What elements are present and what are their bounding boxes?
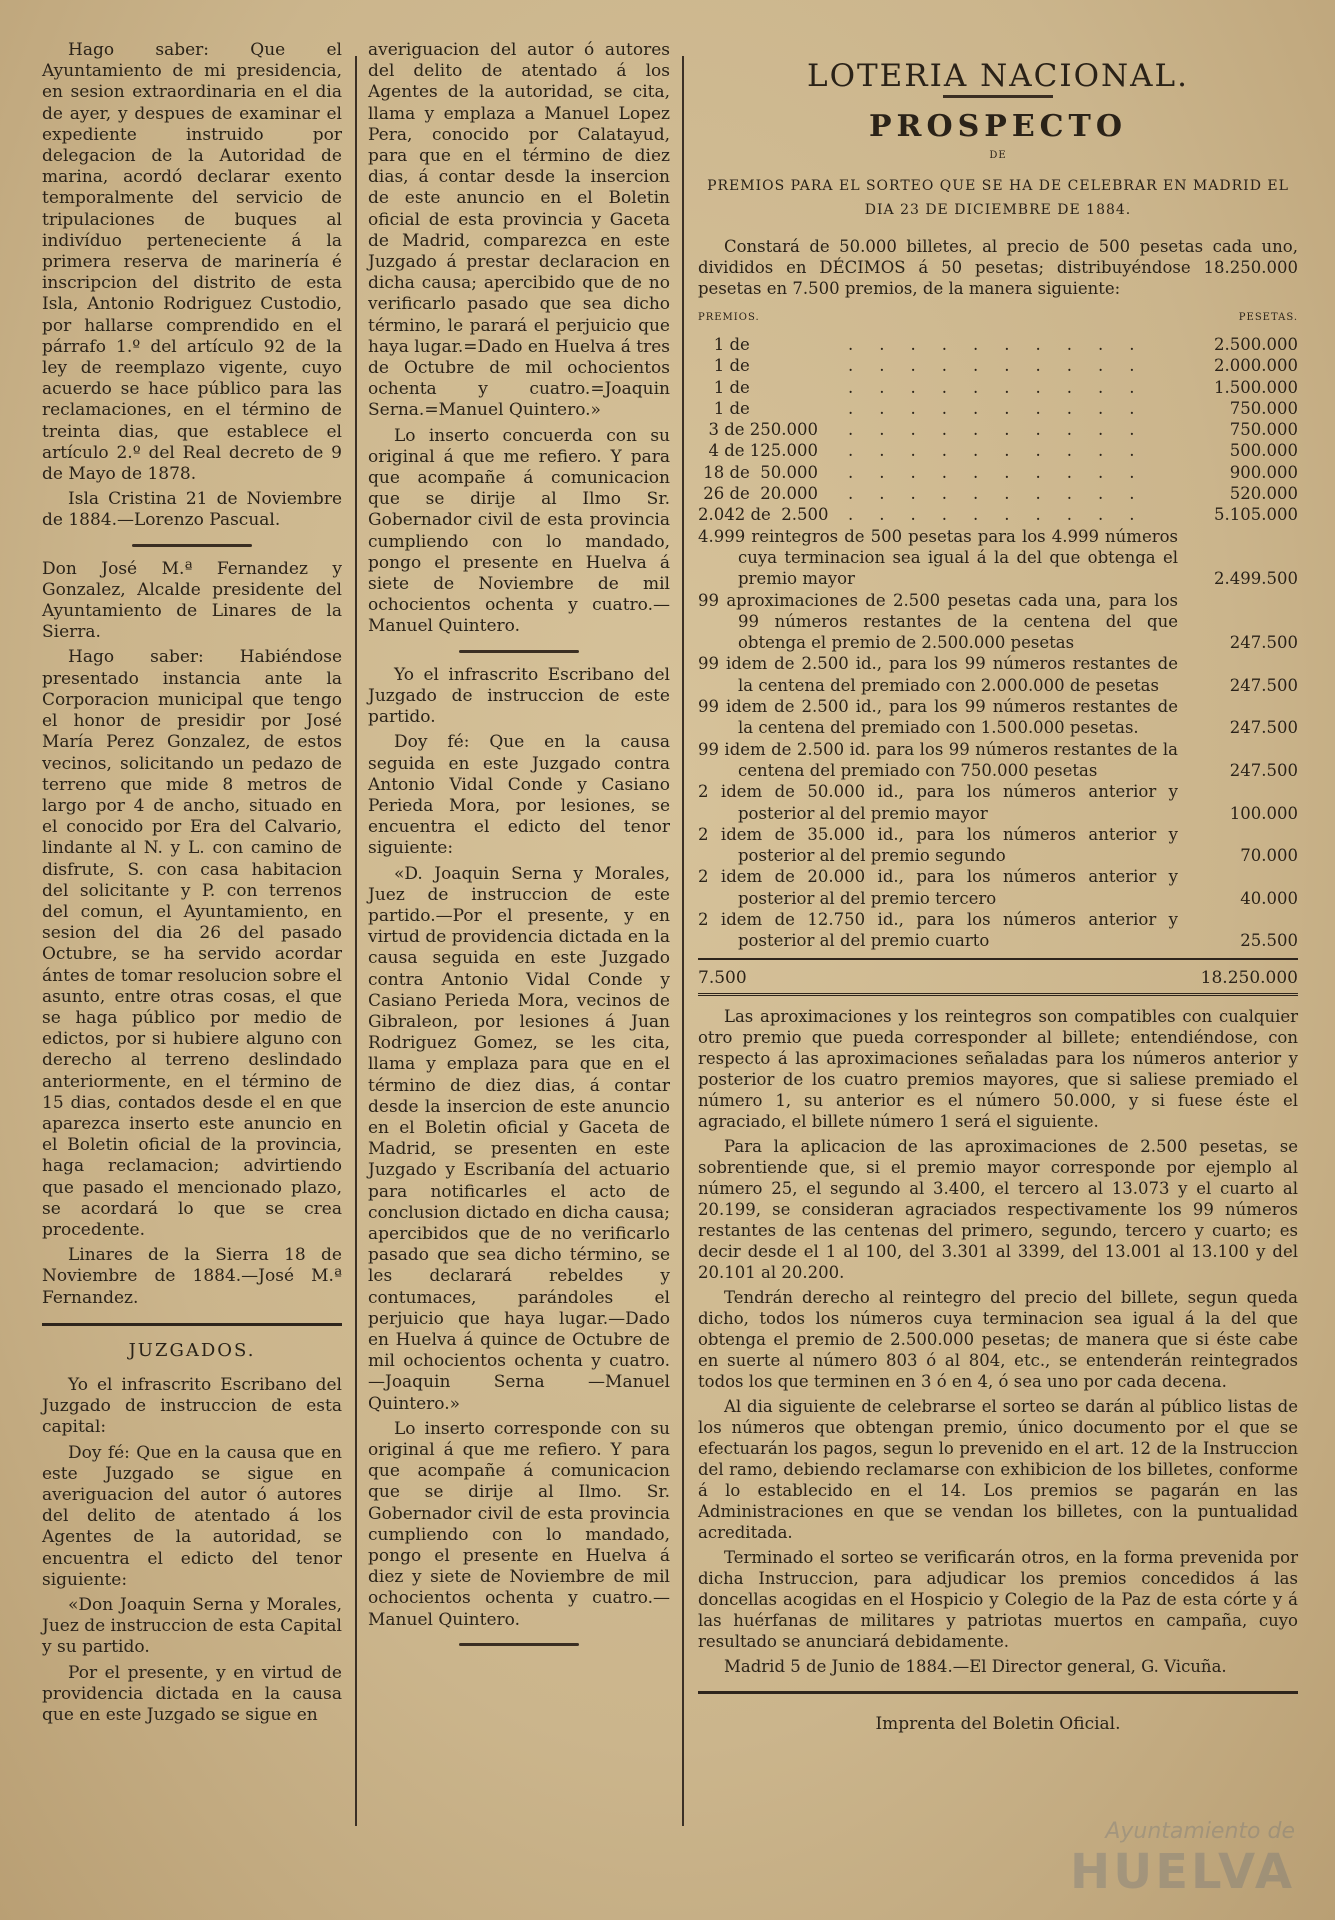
prize-row-detailed [698, 590, 1298, 654]
prize-row-detailed [698, 526, 1298, 590]
prize-table [698, 334, 1298, 526]
prize-label: 1 de [698, 356, 750, 376]
prize-description: 4.999 reintegros de 500 pesetas para los 4.999 números cuya terminacion sea igual á la del que obtenga el premio mayor [698, 526, 1178, 589]
second-notice-intro: Yo el infrascrito Escribano del Juzgado de instruccion de este partido. [368, 664, 670, 728]
ornament-divider-2 [459, 650, 579, 653]
lottery-title: LOTERIA NACIONAL. [807, 58, 1189, 94]
watermark-line-1: Ayuntamiento de [1105, 1819, 1295, 1844]
column-3 [698, 40, 1298, 1735]
prize-amount: 900.000 [1229, 462, 1298, 482]
column-rule-1 [355, 56, 357, 1826]
prize-label: 3 de 250.000 [698, 420, 819, 440]
prize-table-detailed [698, 526, 1298, 952]
column-1 [42, 40, 342, 1730]
ornament-divider-3 [459, 1643, 579, 1646]
total-premios: 7.500 [698, 967, 747, 988]
column-rule-2 [682, 56, 684, 1826]
prize-amount: 1.500.000 [1214, 377, 1298, 397]
draw-subtitle: PREMIOS PARA EL SORTEO QUE SE HA DE CELEBRAR EN MADRID EL DIA 23 DE DICIEMBRE DE 1884. [707, 178, 1289, 218]
prize-total-row [698, 958, 1298, 989]
prize-amount: 750.000 [1229, 398, 1298, 418]
bottom-rule [698, 1691, 1298, 1694]
column-2 [368, 40, 670, 1658]
dot-leader: .......... [848, 377, 1161, 397]
prize-amount: 40.000 [1240, 888, 1298, 908]
prize-row [698, 483, 1298, 504]
notice-linares-body: Hago saber: Habiéndose presentado instancia ante la Corporacion municipal que tengo el honor de presidir por José María Perez Gonzalez, de estos vecinos, solicitando un pedazo de terreno que mide 8 metros de largo por 4 de ancho, situado en el conocido por Era del Calvario, lindante al N. y L. con camino de disfrute, S. con casa habitacion del solicitante y P. con terrenos del comun, el Ayuntamiento, en sesion del dia 26 del pasado Octubre, se ha servido acordar ántes de tomar resolucion sobre el asunto, entre otras cosas, el que se haga público por medio de edictos, por si hubiere alguno con derecho al terreno deslindado anteriormente, en el término de 15 dias, contados desde el en que aparezca inserto este anuncio en el Boletin oficial de la provincia, haga reclamacion; advirtiendo que pasado el mencionado plazo, se acordará lo que se crea procedente. [42, 647, 342, 1240]
prize-description: 99 aproximaciones de 2.500 pesetas cada una, para los 99 números restantes de la centena del que obtenga el premio de 2.500.000 pesetas [698, 590, 1178, 653]
prize-amount: 247.500 [1229, 718, 1298, 738]
lottery-para-4: Al dia siguiente de celebrarse el sorteo se darán al público listas de los números que obtengan premio, único documento por el que se efectuarán los pagos, segun lo prevenido en el art. 12 de la Instruccion del ramo, debiendo reclamarse con exhibicion de los billetes, conforme á lo establecido en el 14. Los premios se pagarán en las Administraciones en que se vendan los billetes, con la puntualidad acreditada. [698, 1396, 1298, 1542]
lottery-para-5: Terminado el sorteo se verificarán otros, en la forma prevenida por dicha Instruccion, para adjudicar los premios concedidos á las doncellas acogidas en el Hospicio y Colegio de la Paz de esta córte y á las huérfanas de militares y patriotas muertos en campaña, cuyo resultado se anunciará debidamente. [698, 1547, 1298, 1651]
ornament-divider [132, 544, 252, 547]
dot-leader: .......... [848, 462, 1161, 482]
edict-continuation: averiguacion del autor ó autores del delito de atentado á los Agentes de la autoridad, se cita, llama y emplaza a Manuel Lopez Pera, conocido por Calatayud, para que en el término de diez dias, á contar desde la insercion de este anuncio en el Boletin oficial de esta provincia y Gaceta de Madrid, comparezca en este Juzgado á prestar declaracion en dicha causa; apercibido que de no verificarlo pasado que sea dicho término, le parará el perjuicio que haya lugar.=Dado en Huelva á tres de Octubre de mil ochocientos ochenta y cuatro.=Joaquin Serna.=Manuel Quintero.» [368, 40, 670, 421]
prize-label: 4 de 125.000 [698, 441, 819, 461]
second-edict: «D. Joaquin Serna y Morales, Juez de instruccion de este partido.—Por el presente, y en virtud de providencia dictada en la causa seguida en este Juzgado contra Antonio Vidal Conde y Casiano Perieda Mora, vecinos de Gibraleon, por lesiones á Juan Rodriguez Gomez, se les cita, llama y emplaza para que en el término de diez dias, á contar desde la insercion de este anuncio en el Boletin oficial y Gaceta de Madrid, se presenten en este Juzgado y Escribanía del actuario para notificarles el acto de conclusion dictado en dicha causa; apercibidos que de no verificarlo pasado que sea dicho término, se les declarará rebeldes y contumaces, parándoles el perjuicio que haya lugar.—Dado en Huelva á quince de Octubre de mil ochocientos ochenta y cuatro.—Joaquin Serna —Manuel Quintero.» [368, 863, 670, 1414]
juzgado-intro: Yo el infrascrito Escribano del Juzgado de instruccion de esta capital: [42, 1374, 342, 1438]
prize-amount: 247.500 [1229, 675, 1298, 695]
prize-amount: 100.000 [1229, 803, 1298, 823]
prize-amount: 2.499.500 [1214, 569, 1298, 589]
second-notice-doy-fe: Doy fé: Que en la causa seguida en este Juzgado contra Antonio Vidal Conde y Casiano Perieda Mora, por lesiones, se encuentra el edicto del tenor siguiente: [368, 732, 670, 859]
prize-row [698, 462, 1298, 483]
prize-row [698, 398, 1298, 419]
prize-description: 2 idem de 12.750 id., para los números anterior y posterior al del premio cuarto [698, 910, 1178, 951]
total-double-rule [698, 989, 1298, 996]
archive-watermark [1070, 1819, 1295, 1900]
prize-row [698, 440, 1298, 461]
juzgado-edict-start: Por el presente, y en virtud de providencia dictada en la causa que en este Juzgado se sigue en [42, 1662, 342, 1726]
prize-amount: 520.000 [1229, 484, 1298, 504]
lottery-para-3: Tendrán derecho al reintegro del precio del billete, segun queda dicho, todos los números cuya terminacion sea igual á la del que obtenga el premio de 2.500.000 pesetas; de manera que si éste cabe en suerte al número 803 ó al 804, etc., se entenderán reintegrados todos los que terminen en 3 ó en 4, ó sea uno por cada decena. [698, 1287, 1298, 1391]
prize-label: 1 de [698, 398, 750, 418]
prize-label: 1 de [698, 377, 750, 397]
prize-table-header [698, 307, 1298, 328]
juzgado-doy-fe: Doy fé: Que en la causa que en este Juzgado se sigue en averiguacion del autor ó autores del delito de atentado á los Agentes de la autoridad, se encuentra el edicto del tenor siguiente: [42, 1442, 342, 1590]
edict-certification: Lo inserto concuerda con su original á que me refiero. Y para que acompañe á comunicacion que se dirije al Ilmo Sr. Gobernador civil de esta provincia cumpliendo con lo mandado, pongo el presente en Huelva á siete de Noviembre de mil ochocientos ochenta y cuatro.—Manuel Quintero. [368, 425, 670, 637]
dot-leader: .......... [848, 505, 1161, 525]
prize-row [698, 377, 1298, 398]
prize-amount: 247.500 [1229, 633, 1298, 653]
pesetas-header: PESETAS. [1238, 312, 1298, 323]
prize-amount: 70.000 [1240, 846, 1298, 866]
prize-row-detailed [698, 739, 1298, 782]
dot-leader: .......... [848, 356, 1161, 376]
prize-label: 2.042 de 2.500 [698, 505, 829, 525]
prize-label: 1 de [698, 335, 750, 354]
prize-description: 99 idem de 2.500 id., para los 99 números restantes de la centena del premiado con 2.000.000 de pesetas [698, 654, 1178, 695]
prize-description: 99 idem de 2.500 id. para los 99 números restantes de la centena del premiado con 750.000 pesetas [698, 739, 1178, 780]
prize-row-detailed [698, 824, 1298, 867]
notice-linares-signature: Linares de la Sierra 18 de Noviembre de 1884.—José M.ª Fernandez. [42, 1245, 342, 1308]
prize-row-detailed [698, 653, 1298, 696]
prize-row [698, 504, 1298, 525]
prize-description: 99 idem de 2.500 id., para los 99 números restantes de la centena del premiado con 1.500.000 pesetas. [698, 697, 1178, 738]
dot-leader: .......... [848, 484, 1161, 504]
prize-description: 2 idem de 35.000 id., para los números anterior y posterior al del premio segundo [698, 824, 1178, 866]
prize-row-detailed [698, 866, 1298, 909]
lottery-para-2: Para la aplicacion de las aproximaciones de 2.500 pesetas, se sobrentiende que, si el premio mayor corresponde por ejemplo al número 25, el segundo al 3.400, el tercero al 13.073 y el cuarto al 20.199, se consideran agraciados respectivamente los 99 números restantes de las centenas del primero, segundo, tercero y cuarto; es decir desde el 1 al 100, del 3.301 al 3399, del 13.001 al 13.100 y del 20.101 al 20.200. [698, 1136, 1298, 1282]
de-label: DE [989, 150, 1007, 161]
title-ornament [943, 95, 1053, 98]
prize-description: 2 idem de 20.000 id., para los números anterior y posterior al del premio tercero [698, 867, 1178, 908]
prize-amount: 247.500 [1229, 760, 1298, 780]
watermark-line-2: HUELVA [1070, 1844, 1295, 1900]
premios-header: PREMIOS. [698, 312, 760, 323]
notice-isla-cristina-signature: Isla Cristina 21 de Noviembre de 1884.—Lorenzo Pascual. [42, 489, 342, 531]
prize-row-detailed [698, 909, 1298, 952]
dot-leader: .......... [848, 335, 1161, 354]
prize-amount: 2.500.000 [1214, 335, 1298, 354]
prize-amount: 5.105.000 [1214, 505, 1298, 525]
lottery-signature: Madrid 5 de Junio de 1884.—El Director general, G. Vicuña. [724, 1656, 1227, 1676]
prize-row-detailed [698, 781, 1298, 824]
lottery-para-1: Las aproximaciones y los reintegros son compatibles con cualquier otro premio que pueda corresponder al billete; entendiéndose, con respecto á las aproximaciones señaladas para los números anterior y posterior de los cuatro premios mayores, que si saliese premiado el número 1, su anterior es el número 50.000, y si fuese éste el agraciado, el billete número 1 será el siguiente. [698, 1006, 1298, 1131]
section-rule [42, 1323, 342, 1326]
lottery-intro: Constará de 50.000 billetes, al precio de 500 pesetas cada uno, divididos en DÉCIMOS á 50 pesetas; distribuyéndose 18.250.000 pesetas en 7.500 premios, de la manera siguiente: [698, 237, 1298, 298]
dot-leader: .......... [848, 420, 1161, 440]
notice-isla-cristina: Hago saber: Que el Ayuntamiento de mi presidencia, en sesion extraordinaria en el dia de ayer, y despues de examinar el expediente instruido por delegacion de la Autoridad de marina, acordó declarar exento temporalmente del servicio de tripulaciones de buques al indivíduo perteneciente á la primera reserva de marinería é inscripcion del distrito de esta Isla, Antonio Rodriguez Custodio, por hallarse comprendido en el párrafo 1.º del artículo 92 de la ley de reemplazo vigente, cuyo acuerdo se hace público para las reclamaciones, en el término de treinta dias, que establece el artículo 2.º del Real decreto de 9 de Mayo de 1878. [42, 40, 342, 485]
prize-amount: 750.000 [1229, 420, 1298, 440]
printer-credit: Imprenta del Boletin Oficial. [875, 1713, 1121, 1734]
prize-label: 18 de 50.000 [698, 462, 819, 482]
prize-row [698, 355, 1298, 376]
prospecto-heading: PROSPECTO [868, 109, 1128, 144]
prize-row-detailed [698, 696, 1298, 739]
section-title-juzgados: JUZGADOS. [128, 1339, 256, 1361]
prize-row [698, 419, 1298, 440]
prize-label: 26 de 20.000 [698, 484, 819, 504]
prize-description: 2 idem de 50.000 id., para los números anterior y posterior al del premio mayor [698, 782, 1178, 823]
prize-amount: 500.000 [1229, 441, 1298, 461]
juzgado-edict-heading: «Don Joaquin Serna y Morales, Juez de instruccion de esta Capital y su partido. [42, 1595, 342, 1658]
dot-leader: .......... [848, 441, 1161, 461]
total-pesetas: 18.250.000 [1200, 967, 1298, 988]
dot-leader: .......... [848, 398, 1161, 418]
prize-amount: 25.500 [1240, 931, 1298, 951]
prize-row [698, 334, 1298, 355]
prize-amount: 2.000.000 [1214, 356, 1298, 376]
second-certification: Lo inserto corresponde con su original á que me refiero. Y para que acompañe á comunicacion que se dirije al Ilmo. Sr. Gobernador civil de esta provincia cumpliendo con lo mandado, pongo el presente en Huelva á diez y siete de Noviembre de mil ochocientos ochenta y cuatro.—Manuel Quintero. [368, 1418, 670, 1630]
notice-linares-heading: Don José M.ª Fernandez y Gonzalez, Alcalde presidente del Ayuntamiento de Linares de la Sierra. [42, 558, 342, 643]
